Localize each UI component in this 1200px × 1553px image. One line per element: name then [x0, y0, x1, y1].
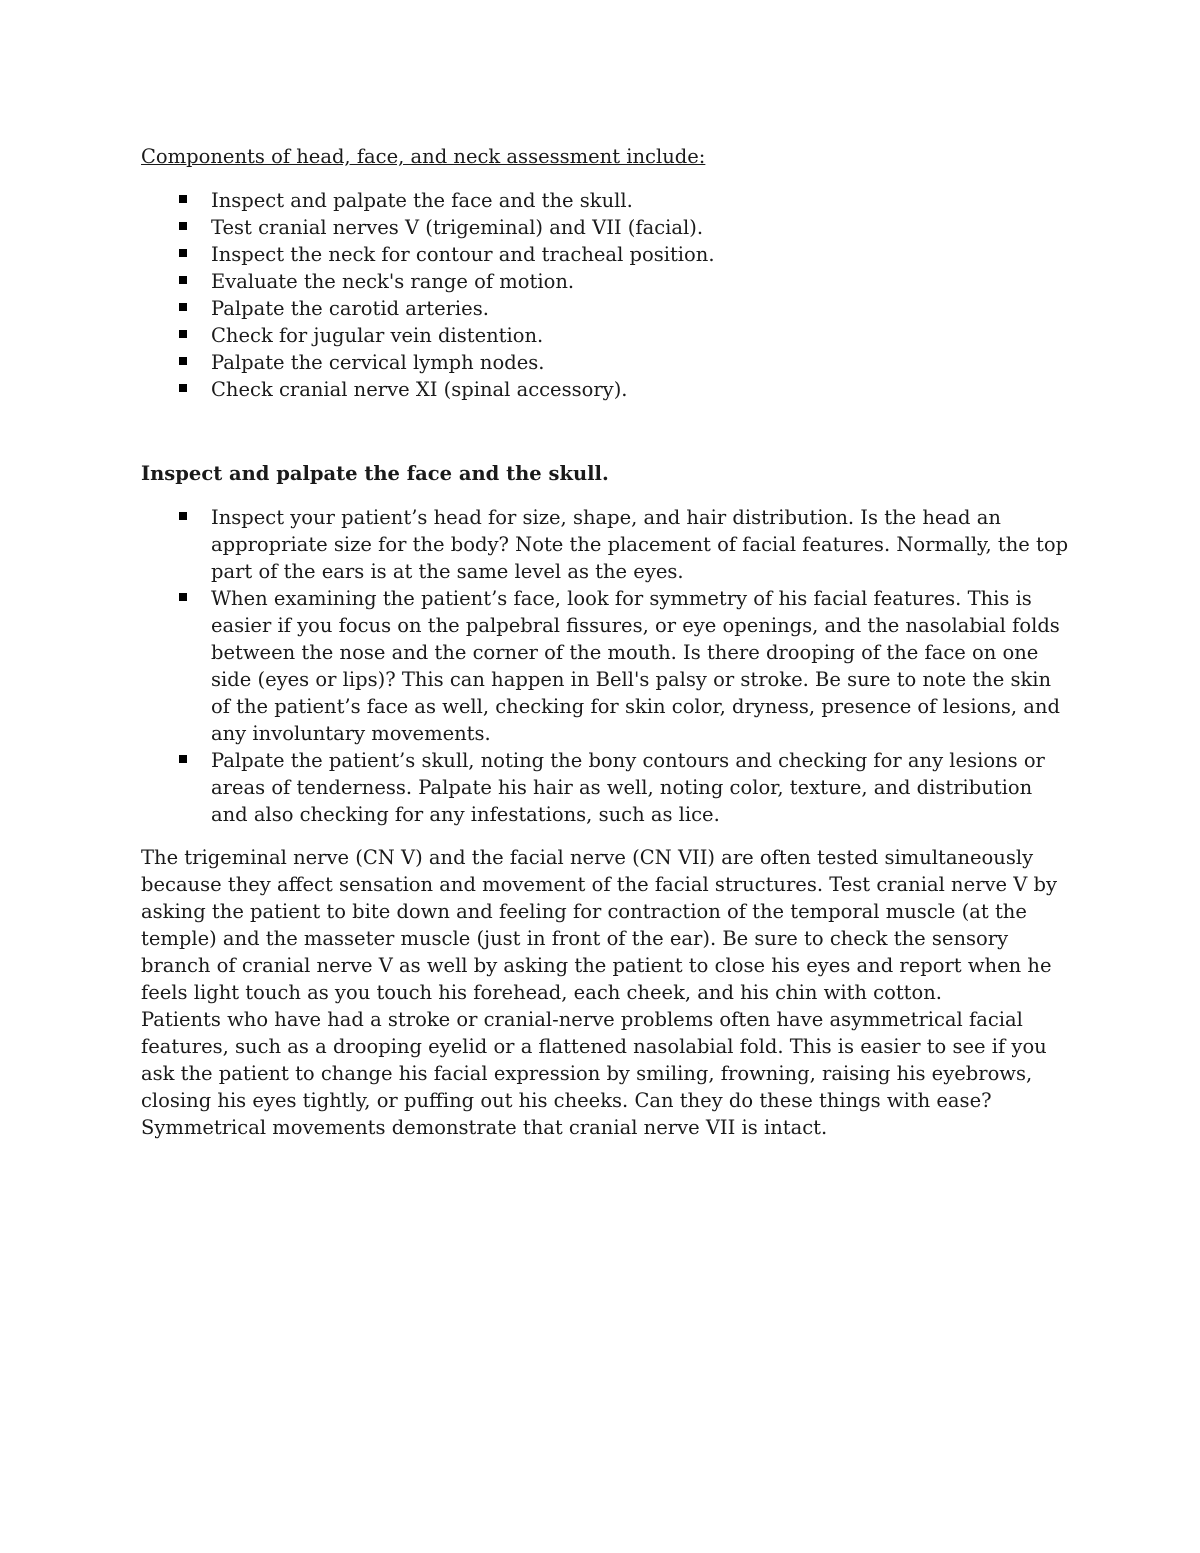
list-item-text: Inspect and palpate the face and the skull. — [211, 189, 633, 212]
list-item-text: Check cranial nerve XI (spinal accessory). — [211, 378, 628, 401]
square-bullet-icon — [179, 755, 187, 763]
list-item — [141, 214, 1071, 241]
square-bullet-icon — [179, 249, 187, 257]
list-item-text: Palpate the carotid arteries. — [211, 297, 489, 320]
list-item — [141, 747, 1071, 828]
list-item-text: Palpate the cervical lymph nodes. — [211, 351, 545, 374]
list-item — [141, 295, 1071, 322]
square-bullet-icon — [179, 303, 187, 311]
square-bullet-icon — [179, 384, 187, 392]
list-item — [141, 585, 1071, 747]
list-item — [141, 241, 1071, 268]
list-item — [141, 504, 1071, 585]
components-list — [141, 187, 1071, 403]
list-item-text: Palpate the patient’s skull, noting the bony contours and checking for any lesions or areas of tenderness. Palpate his hair as well, noting color, texture, and distribution and also checking for any infestations, such as lice. — [211, 749, 1045, 826]
list-item-text: Test cranial nerves V (trigeminal) and VII (facial). — [211, 216, 704, 239]
intro-heading: Components of head, face, and neck assessment include: — [141, 145, 706, 168]
list-item — [141, 376, 1071, 403]
list-item-text: Evaluate the neck's range of motion. — [211, 270, 575, 293]
list-item — [141, 187, 1071, 214]
list-item-text: When examining the patient’s face, look for symmetry of his facial features. This is easier if you focus on the palpebral fissures, or eye openings, and the nasolabial folds between the nose and the corner of the mouth. Is there drooping of the face on one side (eyes or lips)? This can happen in Bell's palsy or stroke. Be sure to note the skin of the patient’s face as well, checking for skin color, dryness, presence of lesions, and any involuntary movements. — [211, 587, 1060, 745]
document-body — [141, 143, 1071, 1141]
section-heading: Inspect and palpate the face and the skull. — [141, 462, 609, 485]
list-item-text: Check for jugular vein distention. — [211, 324, 544, 347]
list-item-text: Inspect your patient’s head for size, shape, and hair distribution. Is the head an appropriate size for the body? Note the placement of facial features. Normally, the top part of the ears is at the same level as the eyes. — [211, 506, 1069, 583]
list-item — [141, 349, 1071, 376]
body-paragraph: Patients who have had a stroke or cranial-nerve problems often have asymmetrical facial features, such as a drooping eyelid or a flattened nasolabial fold. This is easier to see if you ask the patient to change his facial expression by smiling, frowning, raising his eyebrows, closing his eyes tightly, or puffing out his cheeks. Can they do these things with ease? Symmetrical movements demonstrate that cranial nerve VII is intact. — [141, 1008, 1047, 1139]
square-bullet-icon — [179, 195, 187, 203]
list-item — [141, 268, 1071, 295]
square-bullet-icon — [179, 222, 187, 230]
body-paragraph: The trigeminal nerve (CN V) and the facial nerve (CN VII) are often tested simultaneously because they affect sensation and movement of the facial structures. Test cranial nerve V by asking the patient to bite down and feeling for contraction of the temporal muscle (at the temple) and the masseter muscle (just in front of the ear). Be sure to check the sensory branch of cranial nerve V as well by asking the patient to close his eyes and report when he feels light touch as you touch his forehead, each cheek, and his chin with cotton. — [141, 846, 1057, 1004]
square-bullet-icon — [179, 357, 187, 365]
square-bullet-icon — [179, 276, 187, 284]
square-bullet-icon — [179, 593, 187, 601]
list-item-text: Inspect the neck for contour and tracheal position. — [211, 243, 715, 266]
square-bullet-icon — [179, 512, 187, 520]
list-item — [141, 322, 1071, 349]
square-bullet-icon — [179, 330, 187, 338]
section-list — [141, 504, 1071, 828]
